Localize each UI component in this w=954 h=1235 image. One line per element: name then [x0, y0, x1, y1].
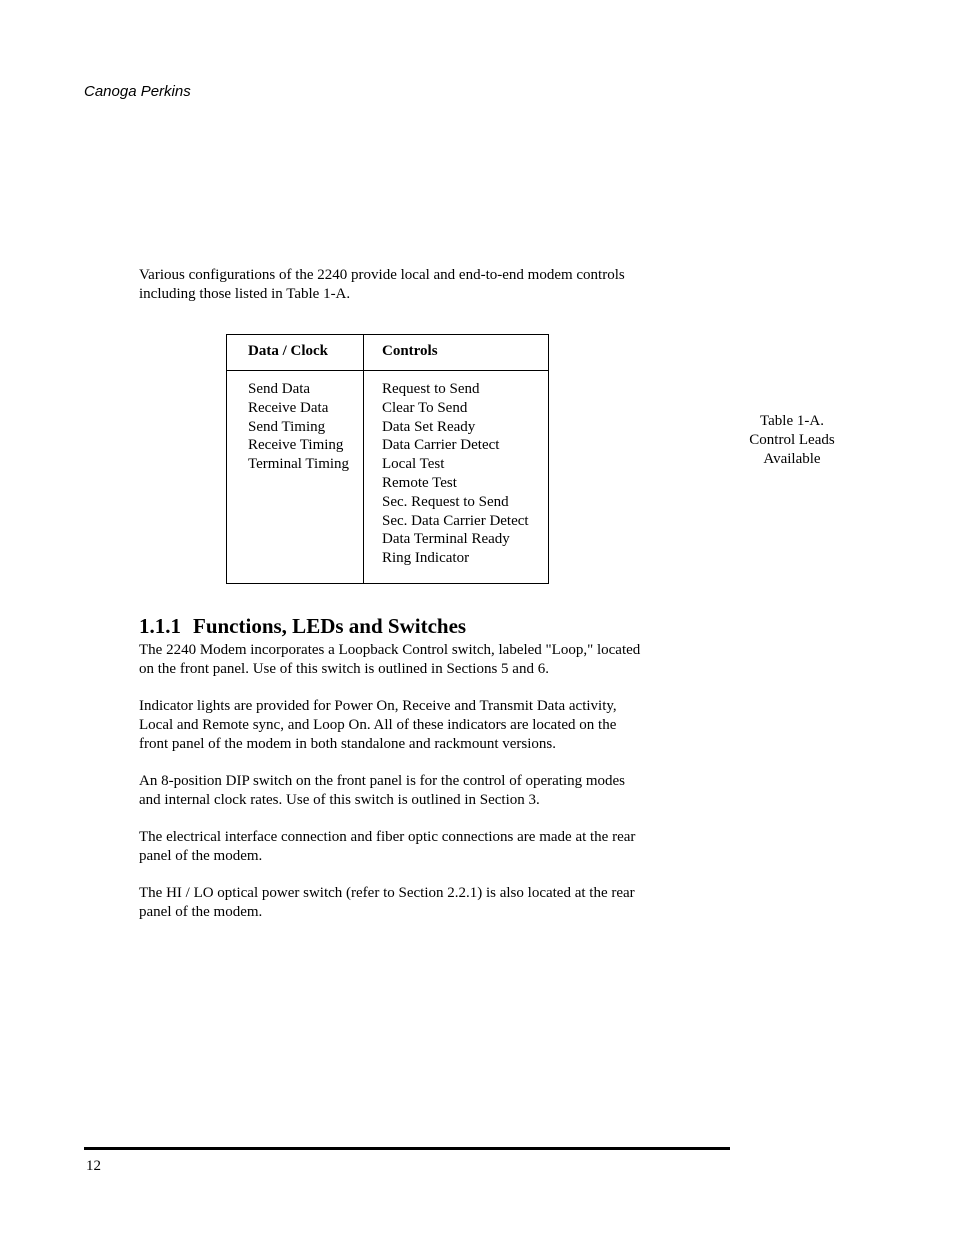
list-item: Request to Send	[382, 381, 480, 397]
body-paragraph	[139, 884, 679, 922]
list-item: Sec. Data Carrier Detect	[382, 512, 529, 529]
list-item: Data Set Ready	[382, 418, 476, 435]
page-number: 12	[86, 1158, 101, 1174]
column-header-data-clock: Data / Clock	[248, 343, 328, 359]
text-line: An 8-position DIP switch on the front panel is for the control of operating modes	[139, 773, 626, 789]
list-item: Terminal Timing	[248, 456, 350, 473]
list-item: Send Timing	[248, 418, 326, 435]
header-divider	[227, 370, 548, 371]
list-item: Ring Indicator	[382, 550, 470, 567]
list-item: Remote Test	[382, 474, 457, 491]
section-title: Functions, LEDs and Switches	[193, 614, 467, 638]
text-line: panel of the modem.	[139, 847, 263, 864]
text-line: and internal clock rates. Use of this switch is outlined in Section 3.	[139, 791, 540, 808]
column-header-controls: Controls	[382, 343, 438, 359]
list-item: Sec. Request to Send	[382, 493, 509, 510]
list-item: Data Carrier Detect	[382, 437, 500, 454]
table-caption	[732, 412, 852, 469]
text-line: front panel of the modem in both standalone and rackmount versions.	[139, 735, 556, 752]
section-heading	[139, 614, 466, 639]
caption-line: Available	[763, 451, 821, 467]
caption-line: Control Leads	[749, 432, 835, 448]
list-item: Send Data	[248, 381, 311, 397]
list-item: Clear To Send	[382, 399, 468, 416]
list-item: Receive Timing	[248, 437, 344, 454]
column-divider	[363, 335, 364, 583]
text-line: including those listed in Table 1-A.	[139, 285, 351, 302]
text-line: on the front panel. Use of this switch is outlined in Sections 5 and 6.	[139, 660, 549, 677]
text-line: panel of the modem.	[139, 903, 263, 920]
text-line: The electrical interface connection and fiber optic connections are made at the rear	[139, 829, 636, 845]
control-leads-table	[226, 334, 549, 584]
controls-list	[382, 380, 529, 568]
text-line: The HI / LO optical power switch (refer to Section 2.2.1) is also located at the rear	[139, 885, 635, 901]
body-paragraph	[139, 772, 679, 810]
list-item: Local Test	[382, 456, 445, 473]
footer-rule	[84, 1147, 730, 1150]
text-line: The 2240 Modem incorporates a Loopback Control switch, labeled "Loop," located	[139, 642, 641, 658]
text-line: Various configurations of the 2240 provide local and end-to-end modem controls	[139, 267, 625, 283]
list-item: Receive Data	[248, 399, 329, 416]
list-item: Data Terminal Ready	[382, 531, 510, 548]
running-header: Canoga Perkins	[84, 83, 191, 100]
caption-line: Table 1-A.	[760, 413, 824, 429]
text-line: Indicator lights are provided for Power On, Receive and Transmit Data activity,	[139, 698, 617, 714]
intro-paragraph	[139, 266, 679, 304]
section-number: 1.1.1	[139, 614, 181, 638]
text-line: Local and Remote sync, and Loop On. All of these indicators are located on the	[139, 716, 617, 733]
body-paragraph	[139, 828, 679, 866]
data-clock-list	[248, 380, 349, 474]
body-paragraph	[139, 697, 679, 753]
body-paragraph	[139, 641, 679, 679]
